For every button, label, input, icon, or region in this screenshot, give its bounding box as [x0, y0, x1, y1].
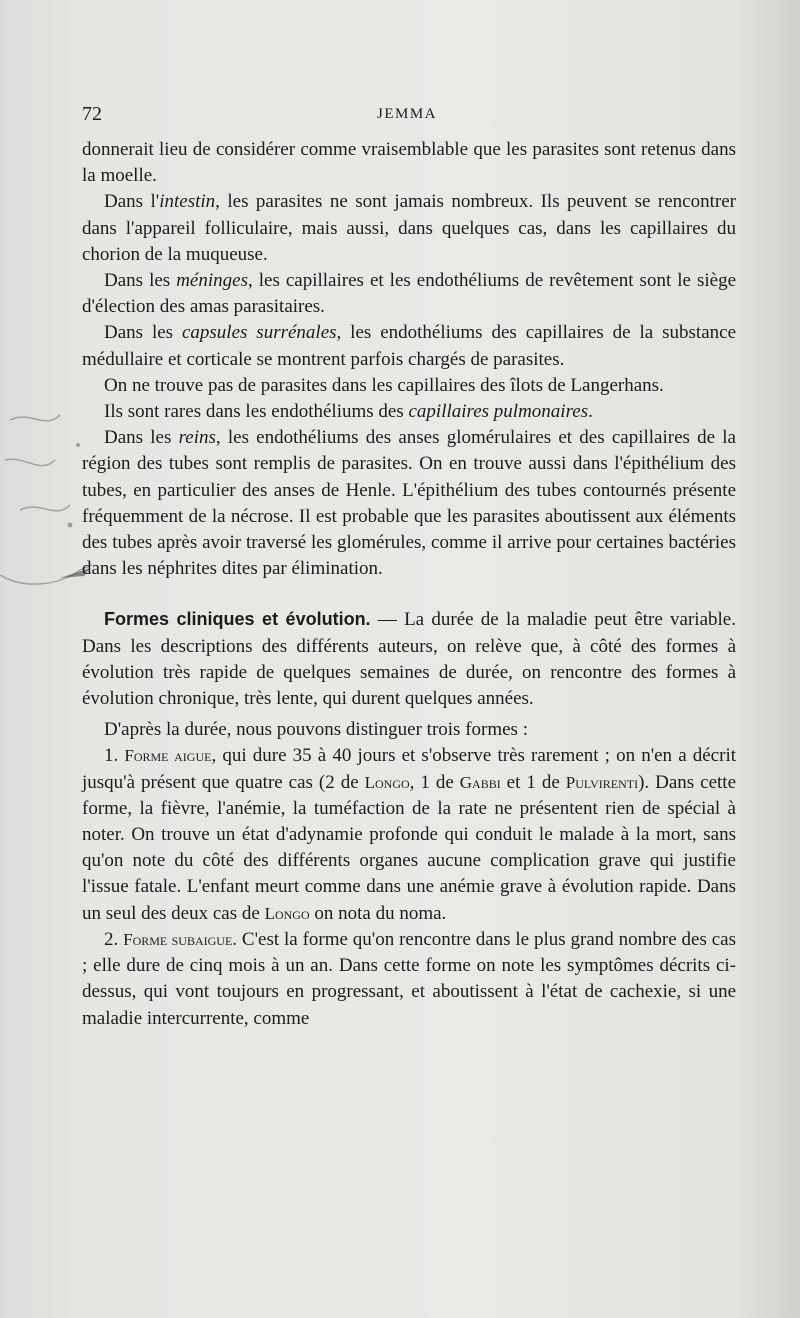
author-name: Longo [264, 903, 310, 923]
paragraph: 2. Forme subaigue. C'est la forme qu'on rencontre dans le plus grand nombre des cas ; elle dure de cinq mois à un an. Dans cette forme on note les symptômes décrits ci-dessus, qui vont toujours en progressant, et aboutissent à l'état de cachexie, si une maladie intercurrente, comme [82, 928, 737, 1029]
paragraph: Dans les reins, les endothéliums des anses glomérulaires et des capillaires de la région des tubes sont remplis de parasites. On en trouve aussi dans l'épithélium des tubes, en particulier des anses de Henle. L'épithélium des tubes contournés présente fréquemment de la nécrose. Il est probable que les parasites aboutissent aux éléments des tubes après avoir traversé les glomérules, comme il arrive pour certaines bactéries dans les néphrites dites par élimination. [82, 427, 736, 580]
paragraph: Dans les méninges, les capillaires et les endothéliums de revêtement sont le siège d'élection des amas parasitaires. [82, 270, 737, 318]
paragraph: Ils sont rares dans les endothéliums des capillaires pulmonaires. [104, 401, 593, 423]
paragraph: 1. Forme aigue, qui dure 35 à 40 jours et s'observe très rarement ; on n'en a décrit jusqu'à présent que quatre cas (2 de Longo, 1 de Gabbi et 1 de Pulvirenti). Dans cette forme, la fièvre, l'anémie, la tuméfaction de la rate ne présentent rien de spécial à noter. On trouve un état d'adynamie profonde qui conduit le malade à la mort, sans qu'on note du côté des différents organes aucune complication grave qui justifie l'issue fatale. L'enfant meurt comme dans une anémie grave à évolution rapide. Dans un seul des deux cas de Longo on nota du noma. [82, 745, 737, 924]
section-paragraph: Formes cliniques et évolution. — La durée de la maladie peut être variable. Dans les descriptions des différents auteurs, on relève que, à côté des formes à évolution très rapide de quelques semaines de durée, on rencontre des formes à évolution chronique, très lente, qui durent quelques années. [82, 609, 736, 710]
italic-term: capsules surrénales [181, 322, 337, 344]
running-title: JEMMA [377, 106, 438, 122]
italic-term: reins [178, 427, 216, 449]
author-name: Longo [364, 772, 410, 792]
paragraph: Dans l'intestin, les parasites ne sont jamais nombreux. Ils peuvent se rencontrer dans l'appareil folliculaire, mais aussi, dans quelques cas, dans les capillaires du chorion de la muqueuse. [82, 191, 736, 265]
section-heading: Formes cliniques et évolution. [104, 609, 371, 630]
paragraph: On ne trouve pas de parasites dans les capillaires des îlots de Langerhans. [104, 374, 664, 396]
author-name: Pulvirenti [565, 772, 639, 792]
author-name: Gabbi [459, 772, 501, 792]
paragraph: D'après la durée, nous pouvons distinguer trois formes : [104, 719, 528, 741]
italic-term: méninges [176, 270, 248, 292]
page-header [82, 103, 734, 131]
paragraph: Dans les capsules surrénales, les endothéliums des capillaires de la substance médullaire et corticale se montrent parfois chargés de parasites. [82, 322, 737, 370]
form-name: Forme subaigue [123, 929, 233, 949]
paragraph: donnerait lieu de considérer comme vraisemblable que les parasites sont retenus dans la moelle. [82, 139, 736, 187]
body-text [82, 137, 736, 1032]
italic-term: intestin [159, 191, 216, 213]
page-number: 72 [82, 103, 102, 125]
italic-term: capillaires pulmonaires [408, 401, 589, 423]
form-name: Forme aigue [124, 746, 212, 766]
